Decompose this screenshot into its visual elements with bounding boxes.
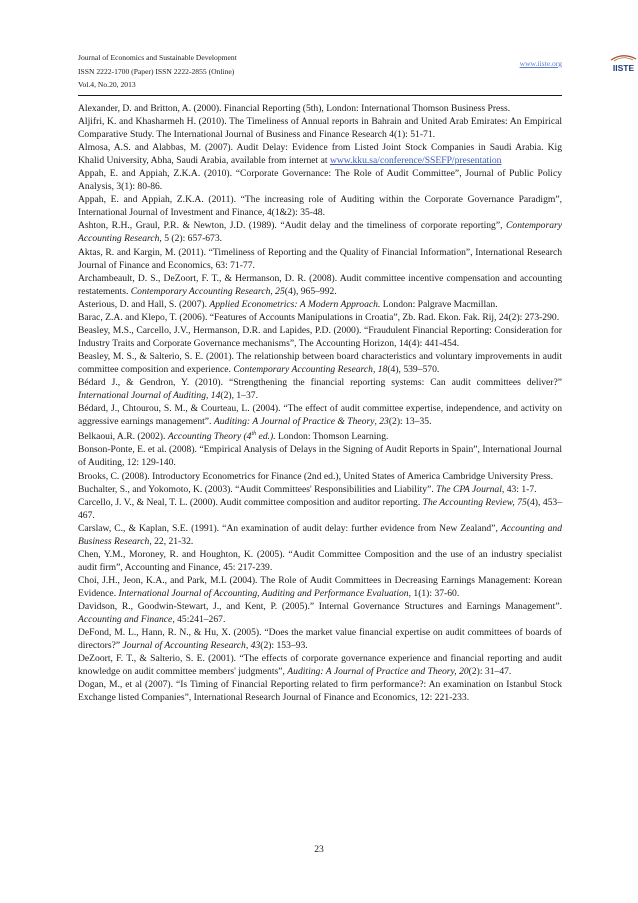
reference-italic-text: Accounting Theory (4 [167,431,252,443]
page-number: 23 [314,844,324,855]
reference-text: Carslaw, C., & Kaplan, S.E. (1991). “An examination of audit delay: further evidence from New Zealand”, [78,522,501,534]
reference-italic-text: International Journal of Accounting, Auditing and Performance Evaluation, [118,587,411,599]
journal-title: Journal of Economics and Sustainable Development [78,53,237,62]
reference-italic-text: Accounting and Finance [78,614,173,626]
reference-text: Carcello, J. V., & Neal, T. L. (2000). Audit committee composition and auditor reporting. [78,496,423,508]
reference-text: Alexander, D. and Britton, A. (2000). Financial Reporting (5th), London: International Thomson Business Press. [78,103,511,114]
journal-website-link[interactable]: www.iiste.org [519,59,562,68]
reference-text: DeFond, M. L., Hann, R. N., & Hu, X. (2005). “Does the market value financial expertise on audit committees of boards of directors?” [78,627,562,652]
reference-superscript: th [251,431,257,438]
reference-text: (2): 31–47. [468,666,512,678]
reference-entry [78,324,562,350]
reference-text: Dogan, M., et al (2007). “Is Timing of Financial Reporting related to firm performance?: An examination on Istanbul Stock Exchange listed Companies”, International Research Journal of Finance and Economics, 12: 221-233. [78,679,562,704]
reference-entry [78,548,562,574]
reference-text: DeZoort, F. T., & Salterio, S. E. (2001). “The effects of corporate governance experience and financial reporting and audit knowledge on audit committee members' judgments”, [78,653,562,678]
reference-text: Aktas, R. and Kargin, M. (2011). “Timeliness of Reporting and the Quality of Financial Information”, International Research Journal of Finance and Economics, 63: 71-77. [78,246,562,271]
reference-italic-text: Contemporary Accounting Research, 25 [130,285,285,297]
header-rule [78,95,562,96]
reference-italic-text: International Journal of Auditing, 14 [78,390,221,402]
reference-list [78,102,562,704]
journal-header [78,51,635,92]
reference-entry [78,141,562,167]
reference-text: , 43: 1-7. [501,483,537,495]
reference-text: Bonson-Ponte, E. et al. (2008). “Empirical Analysis of Delays in the Signing of Audit Reports in Spain”, International Journal of Auditing, 12: 129-140. [78,444,562,469]
journal-issn: ISSN 2222-1700 (Paper) ISSN 2222-2855 (Online) [78,66,235,76]
reference-text: Ashton, R.H., Graul, P.R. & Newton, J.D. (1989). “Audit delay and the timeliness of corporate reporting”, [78,220,507,232]
iiste-logo [607,51,638,73]
reference-text: 5 (2): 657-673. [161,233,223,245]
reference-text: 1(1): 37-60. [411,587,460,599]
reference-text: Buchalter, S., and Yokomoto, K. (2003). “Audit Committees' Responsibilities and Liability”. [78,483,437,495]
reference-entry [78,443,562,469]
reference-italic-text: ed.). [256,431,276,443]
reference-entry [78,678,562,704]
reference-entry [78,115,562,141]
reference-entry [78,483,562,496]
reference-italic-text: Auditing: A Journal of Practice & Theory [213,416,375,428]
reference-entry [78,193,562,219]
reference-link[interactable]: www.kku.sa/conference/SSEFP/presentation [329,155,502,167]
reference-text: Beasley, M.S., Carcello, J.V., Hermanson, D.R. and Lapides, P.D. (2000). “Fraudulent Financial Reporting: Consideration for Industry Traits and Corporate Governance mechanisms”, The Accounting Horizon, 14(4): 441-454. [78,324,562,349]
reference-text: Brooks, C. (2008). Introductory Econometrics for Finance (2nd ed.), United States of America Cambridge University Press. [78,470,554,482]
reference-italic-text: The CPA Journal [436,483,502,495]
reference-text: Aljifri, K. and Khasharmeh H. (2010). The Timeliness of Annual reports in Bahrain and United Arab Emirates: An Empirical Comparative Study. The International Journal of Business and Finance Research 4(1): 51-71. [78,116,562,141]
reference-entry [78,428,562,443]
reference-entry [78,298,562,311]
reference-entry [78,246,562,272]
reference-entry [78,522,562,548]
logo-text: IISTE [612,63,635,73]
reference-italic-text: The Accounting Review, 75 [422,496,527,508]
reference-text: Asterious, D. and Hall, S. (2007). [78,298,210,310]
reference-text: Almosa, A.S. and Alabbas, M. (2007). Audit Delay: Evidence from Listed Joint Stock Companies in Saudi Arabia. Kig Khalid University, Abha, Saudi Arabia, available from internet at [78,142,562,167]
reference-text: Appah, E. and Appiah, Z.K.A. (2010). “Corporate Governance: The Role of Audit Committee”, Journal of Public Policy Analysis, 3(1): 80-86. [78,168,562,193]
reference-text: Belkaoui, A.R. (2002). [78,431,168,443]
reference-text: Beasley, M. S., & Salterio, S. E. (2001). The relationship between board characteristics and voluntary improvements in audit committee composition and experience. [78,350,562,375]
reference-italic-text: Contemporary Accounting Research, [78,220,562,245]
reference-entry [78,652,562,678]
reference-text: (4), 965–992. [284,285,337,297]
reference-italic-text: 23 [379,416,389,428]
reference-text: Appah, E. and Appiah, Z.K.A. (2011). “The increasing role of Auditing within the Corporate Governance Paradigm”, International Journal of Investment and Finance, 4(1&2): 35-48. [78,194,562,219]
reference-italic-text: Auditing: A Journal of Practice and Theory, 20 [287,666,469,678]
reference-text: London: Thomson Learning. [275,431,389,443]
reference-text: (2): 153–93. [260,640,308,652]
reference-text: Choi, J.H., Jeon, K.A., and Park, M.L (2004). The Role of Audit Committees in Decreasing Earnings Management: Korean Evidence. [78,574,562,599]
reference-italic-text: Accounting and Business Research, [78,522,562,547]
reference-text: Chen, Y.M., Moroney, R. and Houghton, K. (2005). “Audit Committee Composition and the use of an industry specialist audit firm”, Accounting and Finance, 45: 217-239. [78,548,562,573]
reference-entry [78,376,562,402]
reference-text: Archambeault, D. S., DeZoort, F. T., & Hermanson, D. R. (2008). Audit committee incentive compensation and accounting restatements. [78,272,562,297]
reference-text: , [245,640,251,652]
reference-entry [78,102,562,115]
reference-text: 22, 21-32. [151,535,194,547]
reference-entry [78,470,562,483]
reference-entry [78,574,562,600]
reference-italic-text: Contemporary Accounting Research, 18 [233,363,388,375]
reference-text: Barac, Z.A. and Klepo, T. (2006). “Features of Accounts Manipulations in Croatia”, Zb. Rad. Ekon. Fak. Rij, 24(2): 273-290. [78,311,560,323]
reference-entry [78,311,562,324]
reference-entry [78,219,562,245]
reference-text: (2), 1–37. [220,390,258,402]
reference-entry [78,402,562,428]
reference-text: Bédard J., & Gendron, Y. (2010). “Strengthening the financial reporting systems: Can audit committees deliver?” [78,376,562,388]
reference-italic-text: Journal of Accounting Research [122,640,246,652]
reference-text: , [374,416,380,428]
reference-entry [78,350,562,376]
reference-text: , 45:241–267. [172,614,226,626]
reference-entry [78,167,562,193]
reference-entry [78,272,562,298]
reference-italic-text: 43 [250,640,261,652]
reference-text: (4), 453–467. [78,496,563,521]
reference-entry [78,600,562,626]
reference-text: (4), 539–570. [387,363,440,375]
reference-italic-text: Applied Econometrics: A Modern Approach. [209,298,381,310]
reference-text: (2): 13–35. [388,416,432,428]
reference-text: London: Palgrave Macmillan. [380,298,498,310]
journal-volume: Vol.4, No.20, 2013 [78,80,136,90]
reference-entry [78,626,562,652]
reference-text: Bédard, J., Chtourou, S. M., & Courteau, L. (2004). “The effect of audit committee expertise, independence, and activity on aggressive earnings management”. [78,403,562,428]
reference-text: Davidson, R., Goodwin-Stewart, J., and Kent, P. (2005).” Internal Governance Structures and Earnings Management”. [78,600,562,612]
reference-entry [78,496,562,522]
